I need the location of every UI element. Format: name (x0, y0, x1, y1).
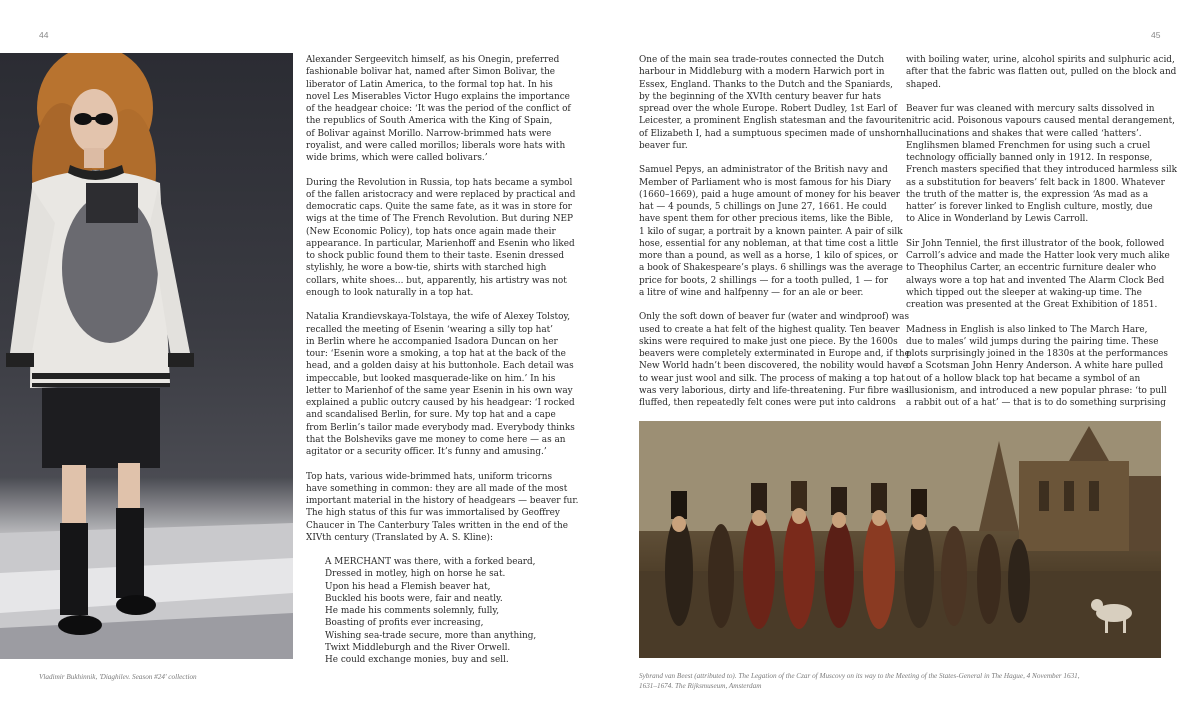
paragraph-revolution (306, 177, 576, 300)
paragraph-bolivar (306, 54, 571, 164)
legation-painting-illustration (639, 421, 1161, 658)
text-column-2 (639, 54, 910, 409)
text-line: head, and a golden daisy at his buttonhole. Each detail was (306, 361, 574, 372)
text-line: letter to Marienhof of the same year Esenin in his own way (306, 385, 573, 396)
text-line: fashionable bolivar hat, named after Simon Bolivar, the (306, 67, 556, 78)
text-line: democratic caps. Quite the same fate, as it was in store for (306, 202, 572, 212)
text-line: beavers were completely exterminated in Europe and, if the (639, 349, 910, 359)
text-line: agitator or a security officer. It’s funny and amusing.’ (306, 447, 547, 457)
text-line: Upon his head a Flemish beaver hat, (325, 581, 491, 592)
text-line: Samuel Pepys, an administrator of the British navy and (639, 165, 888, 176)
text-line: the republics of South America with the King of Spain, (306, 116, 553, 127)
text-line: Buckled his boots were, fair and neatly. (325, 593, 503, 604)
text-line: due to males’ wild jumps during the pairing time. These (906, 336, 1159, 347)
text-line: He could exchange monies, buy and sell. (325, 655, 509, 665)
text-line: by the beginning of the XVIth century beaver fur hats (639, 91, 881, 102)
text-line: Beaver fur was cleaned with mercury salts dissolved in (906, 104, 1155, 114)
text-line: price for boots, 2 shillings — for a tooth pulled, 1 — for (639, 275, 889, 286)
text-line: important material in the history of headgears — beaver fur. (306, 496, 579, 506)
text-line: of Elizabeth I, had a sumptuous specimen made of unshorn (639, 128, 906, 139)
text-line: (1660–1669), paid a huge amount of money for his beaver (639, 189, 901, 200)
right-image-caption (639, 672, 1161, 691)
text-line: 1 kilo of sugar, a portrait by a known painter. A pair of silk (639, 226, 903, 237)
paragraph-march-hare (906, 324, 1168, 410)
text-line: During the Revolution in Russia, top hats became a symbol (306, 177, 573, 188)
text-column-3 (906, 54, 1177, 409)
text-line: to Theophilus Carter, an eccentric furniture dealer who (906, 263, 1157, 274)
text-line: skins were required to make just one piece. By the 1600s (639, 336, 898, 347)
text-line: hallucinations and shakes that were called ‘hatters’. (906, 128, 1142, 139)
text-line: have something in common: they are all made of the most (306, 483, 568, 494)
text-line: (New Economic Policy), top hats once again made their (306, 226, 556, 237)
runway-model-illustration (0, 53, 293, 659)
text-line: a litre of wine and halfpenny — for an ale or beer. (639, 287, 864, 298)
text-line: tour: ‘Esenin wore a smoking, a top hat at the back of the (306, 349, 566, 359)
text-line: illusionism, and introduced a new popular phrase: ‘to pull (906, 385, 1167, 396)
text-line: Natalia Krandievskaya-Tolstaya, the wife of Alexey Tolstoy, (306, 312, 571, 323)
text-line: and scandalised Berlin, for sure. My top hat and a cape (306, 410, 556, 421)
text-line: The high status of this fur was immortalised by Geoffrey (306, 508, 560, 519)
chaucer-poem (306, 556, 568, 666)
text-line: a book of Shakespeare’s plays. 6 shillings was the average (639, 263, 903, 274)
text-line: enough to look naturally in a top hat. (306, 287, 474, 298)
text-line: of a Scotsman John Henry Anderson. A white hare pulled (906, 361, 1164, 372)
text-line: Leicester, a prominent English statesman and the favourite (639, 116, 907, 127)
paragraph-trade-routes (639, 54, 907, 152)
text-line: Alexander Sergeevitch himself, as his Onegin, preferred (306, 55, 560, 65)
paragraph-pepys (639, 164, 903, 299)
text-line: was very laborious, dirty and life-threatening. Fur fibre was (639, 385, 909, 396)
text-line: which tipped out the sleeper at waking-up time. The (906, 287, 1142, 298)
text-line: spread over the whole Europe. Robert Dudley, 1st Earl of (639, 104, 898, 114)
text-line: Boasting of profits ever increasing, (325, 618, 484, 629)
text-line: to Alice in Wonderland by Lewis Carroll. (906, 214, 1089, 225)
text-line: creation was presented at the Great Exhibition of 1851. (906, 300, 1158, 310)
paragraph-felt-making (639, 311, 910, 409)
text-line: appearance. In particular, Marienhoff and Esenin who liked (306, 238, 575, 249)
text-line: a rabbit out of a hat’ — that is to do something surprising (906, 398, 1166, 408)
text-line: Dressed in motley, high on horse he sat. (325, 569, 506, 580)
text-line: of the fallen aristocracy and were replaced by practical and (306, 189, 576, 200)
text-line: shaped. (906, 79, 941, 90)
text-line: to wear just wool and silk. The process of making a top hat (639, 373, 905, 384)
text-line: hat — 4 pounds, 5 chillings on June 27, 1661. He could (639, 202, 887, 212)
text-line: of the headgear choice: ‘It was the period of the conflict of (306, 104, 571, 114)
left-image-caption: Vladimir Bukhinnik, 'Diaghilev. Season #24' collection (39, 673, 197, 681)
runway-model-photo (0, 53, 293, 659)
text-line: collars, white shoes... but, apparently, his artistry was not (306, 275, 567, 286)
text-line: after that the fabric was flatten out, pulled on the block and (906, 67, 1177, 78)
text-line: recalled the meeting of Esenin ‘wearing a silly top hat’ (306, 324, 553, 335)
text-line: as a substitution for beavers’ felt back in 1800. Whatever (906, 177, 1165, 188)
text-line: Chaucer in The Canterbury Tales written in the end of the (306, 520, 568, 531)
text-line: fluffed, then repeatedly felt cones were put into caldrons (639, 398, 896, 408)
text-line: in Berlin where he accompanied Isadora Duncan on her (306, 336, 558, 347)
text-line: French masters specified that they introduced harmless silk (906, 165, 1177, 176)
text-line: harbour in Middleburg with a modern Harwich port in (639, 67, 885, 78)
text-line: XIVth century (Translated by A. S. Kline): (306, 532, 493, 543)
text-line: One of the main sea trade-routes connected the Dutch (639, 55, 885, 65)
painting-photo (639, 421, 1161, 658)
text-line: liberator of Latin America, to the formal top hat. In his (306, 79, 553, 90)
text-line: from Berlin’s tailor made everybody mad. Everybody thinks (306, 422, 575, 433)
text-line: He made his comments solemnly, fully, (325, 606, 500, 616)
text-line: out of a hollow black top hat became a symbol of an (906, 373, 1141, 384)
text-line: hose, essential for any nobleman, at that time cost a little (639, 238, 899, 249)
text-line: of Bolivar against Morillo. Narrow-brimmed hats were (306, 128, 552, 139)
text-line: Member of Parliament who is most famous for his Diary (639, 177, 891, 188)
text-line: with boiling water, urine, alcohol spirits and sulphuric acid, (906, 55, 1175, 65)
page-number-left: 44 (39, 30, 49, 40)
text-line: have spent them for other precious items, like the Bible, (639, 214, 894, 225)
text-line: beaver fur. (639, 140, 688, 151)
text-line: always wore a top hat and invented The Alarm Clock Bed (906, 275, 1165, 286)
text-line: novel Les Miserables Victor Hugo explains the importance (306, 91, 570, 102)
text-line: New World hadn’t been discovered, the nobility would have (639, 361, 908, 372)
text-column-1 (306, 54, 579, 666)
text-line: nitric acid. Poisonous vapours caused mental derangement, (906, 116, 1175, 127)
text-line: impeccable, but looked masquerade-like on him.’ In his (306, 373, 556, 384)
text-line: to shock public found them to their taste. Esenin dressed (306, 251, 565, 261)
right-caption-line: Sybrand van Beest (attributed to). The Legation of the Czar of Muscovy on its way to the Meeting of the States-General in The Hague, 4 November 1631, (639, 672, 1080, 680)
paragraph-tenniel (906, 238, 1170, 312)
paragraph-beaver-fur (306, 471, 579, 545)
paragraph-esenin (306, 311, 575, 458)
text-line: royalist, and were called morillos; liberals wore hats with (306, 140, 566, 151)
text-line: technology officially banned only in 1912. In response, (906, 153, 1153, 163)
text-line: used to create a hat felt of the highest quality. Ten beaver (639, 324, 900, 335)
text-line: explained a public outcry caused by his headgear: ‘I rocked (306, 398, 575, 408)
paragraph-caldrons (906, 54, 1177, 91)
text-line: plots surprisingly joined in the 1830s at the performances (906, 349, 1168, 359)
text-line: Wishing sea-trade secure, more than anything, (325, 630, 537, 641)
text-line: Top hats, various wide-brimmed hats, uniform tricorns (306, 471, 553, 482)
text-line: Essex, England. Thanks to the Dutch and the Spaniards, (639, 79, 893, 90)
page-number-right: 45 (1151, 30, 1161, 40)
text-line: that the Bolsheviks gave me money to come here — as an (306, 434, 566, 445)
text-line: wide brims, which were called bolivars.’ (306, 153, 488, 163)
paragraph-mercury (906, 103, 1177, 226)
right-caption-line: 1631–1674. The Rijksmuseum, Amsterdam (639, 681, 762, 690)
text-line: A MERCHANT was there, with a forked beard, (325, 557, 536, 567)
text-line: Carroll’s advice and made the Hatter look very much alike (906, 251, 1170, 261)
text-line: Twixt Middleburgh and the River Orwell. (325, 642, 511, 653)
text-line: the truth of the matter is, the expression ‘As mad as a (906, 189, 1149, 200)
text-line: Madness in English is also linked to The March Hare, (906, 324, 1148, 335)
text-line: Englihsmen blamed Frenchmen for using such a cruel (906, 140, 1151, 151)
text-line: stylishly, he wore a bow-tie, shirts with starched high (306, 263, 547, 274)
text-line: Only the soft down of beaver fur (water and windproof) was (639, 312, 910, 323)
text-line: more than a pound, as well as a horse, 1 kilo of spices, or (639, 251, 898, 261)
text-line: wigs at the time of The French Revolution. But during NEP (306, 214, 573, 225)
text-line: hatter’ is forever linked to English culture, mostly, due (906, 202, 1153, 212)
text-line: Sir John Tenniel, the first illustrator of the book, followed (906, 238, 1165, 249)
